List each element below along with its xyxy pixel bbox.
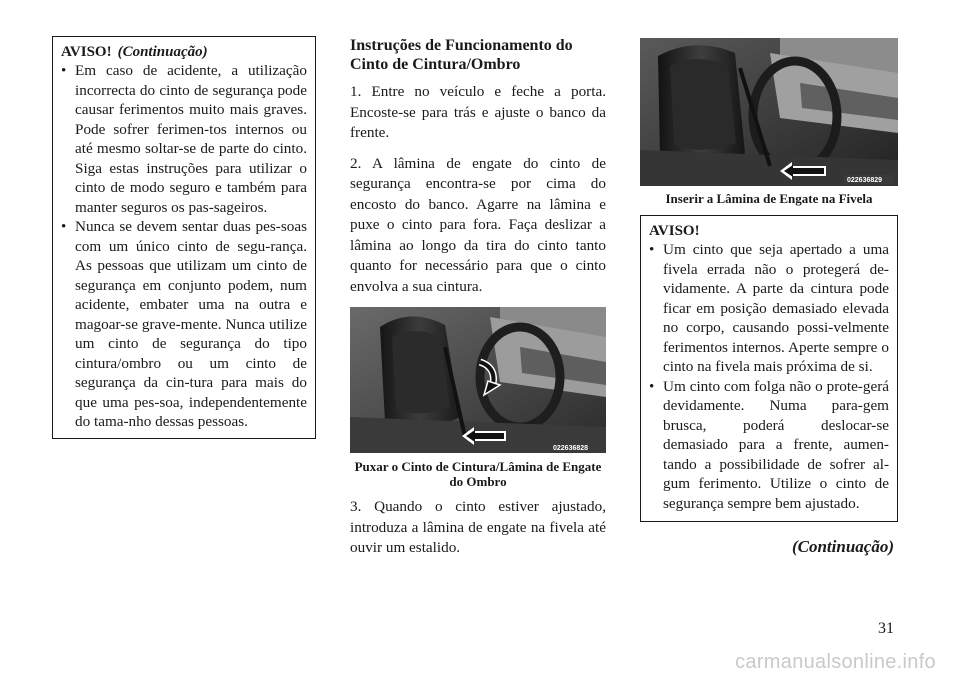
warning-box <box>640 215 898 522</box>
right-column <box>640 38 898 522</box>
step-2: 2. A lâmina de engate do cinto de segurança encontra-se por cima do encosto do banco. Agarre na lâmina e puxe o cinto para fora. Faça deslizar a lâmina ao longo da tira do cinto tanto quanto for necessário para que o cinto envolva a sua cintura. <box>350 154 606 295</box>
warning-bullet: • Nunca se devem sentar duas pes-soas com um único cinto de segu-rança. As pessoas que utilizam um cinto de segurança em conjunto podem, num acidente, embater uma na outra e magoar-se grave-mente. Nunca utilize um cinto de segurança do tipo cintura/ombro ou um cinto de segurança da cin-tura para mais do que uma pes-soa, independentemente do tama-nho dessas pessoas. <box>61 217 307 432</box>
section-heading: Instruções de Funcionamento do Cinto de Cintura/Ombro <box>350 37 573 73</box>
figure-caption: Inserir a Lâmina de Engate na Fivela <box>665 191 873 206</box>
page-number: 31 <box>878 620 894 637</box>
left-column <box>52 36 316 439</box>
middle-column <box>350 36 606 569</box>
figure-caption: Puxar o Cinto de Cintura/Lâmina de Engate do Ombro <box>354 459 602 489</box>
warning-bullet: • Em caso de acidente, a utilização incorrecta do cinto de segurança pode causar ferimentos muito mais graves. Pode sofrer ferimen-tos internos ou até mesmo soltar-se de parte do cinto. Siga estas instruções para utilizar o cinto de modo seguro e também para manter seguros os pas-sageiros. <box>61 61 307 217</box>
figure-pull-belt <box>350 307 606 453</box>
warning-list <box>649 240 889 513</box>
warning-title: AVISO! <box>649 223 700 239</box>
figure-insert-latch <box>640 38 898 186</box>
figure-code: 022636829 <box>847 177 883 184</box>
continued-label: (Continuação) <box>117 44 208 60</box>
figure-code: 022636828 <box>553 445 589 452</box>
warning-bullet: • Um cinto que seja apertado a uma fivela errada não o protegerá de-vidamente. A parte da cintura pode ficar em posição demasiado elevada no corpo, causando possi-velmente ferimentos internos. Aperte sempre o cinto na fivela mais próxima de si. <box>649 240 889 377</box>
watermark: carmanualsonline.info <box>735 651 936 673</box>
warning-list <box>61 61 307 432</box>
warning-label: AVISO! <box>61 44 112 60</box>
warning-title <box>61 43 307 61</box>
step-3: 3. Quando o cinto estiver ajustado, introduza a lâmina de engate na fivela até ouvir um estalido. <box>350 498 606 556</box>
warning-box-continued <box>52 36 316 439</box>
step-1: 1. Entre no veículo e feche a porta. Encoste-se para trás e ajuste o banco da frente. <box>350 83 606 141</box>
warning-bullet: • Um cinto com folga não o prote-gerá devidamente. Numa para-gem brusca, poderá deslocar-se demasiado para a frente, aumen-tando a possibilidade de sofrer al-gum ferimento. Utilize o cinto de segurança sempre bem ajustado. <box>649 377 889 514</box>
continued-marker: (Continuação) <box>791 537 894 556</box>
